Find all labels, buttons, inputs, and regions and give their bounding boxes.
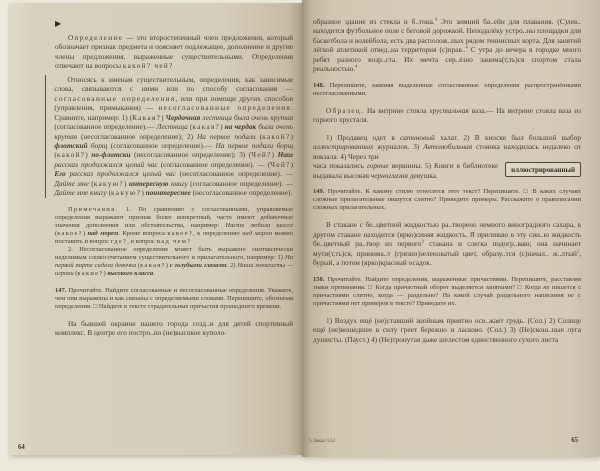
text-run: лестница была очень крутая: [200, 112, 293, 122]
sample-paragraph: [313, 106, 581, 125]
text-run: Настя любила шоссе: [225, 221, 293, 229]
text-run: , бурый, а потом (ярко)красный осадок.: [313, 248, 581, 268]
text-run: черноглазая: [370, 170, 408, 180]
text-run: (согласованное определение). — (: [157, 159, 271, 169]
text-run: , к определению: [193, 229, 243, 237]
text-run: . Сравните, например: 1) (: [54, 103, 293, 122]
text-run: 1: [576, 248, 580, 254]
text-run: 3: [421, 238, 424, 244]
text-run: . Кроме вопроса: [118, 229, 168, 237]
text-run: (: [106, 188, 112, 198]
text-run: На первой парте сидела девочка: [55, 254, 293, 270]
text-run: В стакане с бе..цветной жидкостью ра..творено немного виноградного сахара, в другом стакане находится (ярко)синяя жидкость. Я приливаю в эту син..ю жидкость бе..цветный ра..твор из первого: [313, 220, 581, 249]
text-run: 4: [434, 16, 437, 22]
text-run: иллюстрированных: [313, 142, 374, 152]
text-run: высокого класса: [107, 270, 154, 278]
text-run: халат. 2) В киоске был большой выбор: [434, 132, 581, 142]
text-run: какую?: [93, 178, 124, 188]
text-run: (: [73, 270, 78, 278]
text-run: На первое подали борщ: [215, 140, 293, 150]
right-text-block: [313, 17, 581, 344]
text-run: , и вопрос: [127, 238, 157, 246]
text-run: 1. По сравнению с согласованными, управляемые определения выражают признак более конкретный, часто имеют добавочные значения дополнения или обстоятельства, например:: [55, 205, 293, 229]
text-run: согласованные определения: [54, 93, 176, 103]
text-run: какие?: [77, 270, 104, 278]
exercise-150-intro: [313, 276, 581, 308]
text-run: по-флотски: [91, 150, 131, 160]
text-run: — это второстепенный член предложения, который обозначает признак предмета и поясняет подлежащее, дополнение и другие члены предложения, выраженные существительными. Определения отвечают на вопросы: [55, 33, 293, 71]
text-run: (несогласованное определение).: [190, 188, 293, 198]
text-run: флотский: [54, 140, 88, 150]
text-run: Чей?: [270, 159, 291, 169]
text-run: журналов. 3): [373, 142, 424, 152]
text-run: Дайте мне книгу: [54, 188, 107, 198]
text-run: Найдите в тексте страдательные причастия прошедшего времени.: [97, 302, 282, 310]
text-run: какой? чей?: [122, 61, 174, 71]
text-run: В каких случаях сложные прилагательные пишутся слитно? Приведите примеры. Расскажите о правописании сложных прилагательных.: [313, 188, 581, 212]
text-run: книгу: [168, 178, 188, 188]
text-run: (несогласованное определение); 3) (: [130, 150, 252, 160]
text-run: На бывшей окраине нашего города созд..н для детей спортивный комплекс. В центре его постро..но (не)высокое куполо-: [55, 318, 293, 338]
items-148-part1: [313, 133, 581, 161]
exercise-149-intro: [313, 188, 581, 212]
text-run: (: [54, 150, 57, 160]
boxed-word: иллюстрированный: [505, 162, 581, 177]
text-run: несогласованные определения: [158, 103, 292, 113]
text-run: ): [103, 270, 108, 278]
text-run: Примечания.: [68, 205, 119, 213]
text-run: (согласованное определение).—: [54, 122, 157, 132]
experiment-paragraph: [313, 220, 581, 267]
text-run: рассказ продолжался целый час: [65, 169, 176, 179]
notes-paragraph-1: [55, 206, 293, 246]
text-run: ): [290, 131, 293, 141]
text-run: Наши хоккеисты — игроки: [55, 262, 293, 278]
text-run: девушка.: [407, 170, 438, 180]
text-run: где?: [110, 238, 128, 246]
text-run: ): [271, 150, 278, 160]
text-run: хрустальная: [429, 105, 469, 115]
text-run: . 2): [226, 262, 238, 270]
text-run: Прочитайте. Найдите определения, выраженные причастиями. Перепишите, расставляя знаки препинания.: [313, 275, 581, 291]
text-run: На первое подали: [197, 131, 256, 141]
text-run: (несогласованное определение); 2): [77, 131, 197, 141]
continuation-paragraph: [313, 17, 581, 74]
text-run: □: [93, 302, 98, 310]
text-run: Прочитайте. К какому стилю относится этот текст? Перепишите.: [324, 188, 524, 196]
text-run: ): [124, 178, 129, 188]
text-run: Относясь к именам существительным, определения, как зависимые слова, связываются с ними или по способу согласования —: [54, 74, 293, 94]
right-page-number: 65: [571, 437, 578, 444]
text-run: На витрине стояла: [364, 105, 430, 115]
text-run: какая?: [140, 262, 166, 270]
text-run: 4: [465, 44, 468, 50]
text-run: □: [517, 283, 523, 291]
text-run: 1) Воздух ещё (не)ставший знойным приятно осв..жает грудь. (Сол.) 2) Солнце ещё (не)вошедшее в силу греет бережно и ласково. (Сол.) 3) (Не)скош..ные луга душисты. (Пауст.) 4) (Не)тронутая даже шелестом единственного сухого листа: [313, 316, 581, 344]
text-run: рассказ продолжался целый час: [54, 159, 158, 169]
text-run: ): [82, 229, 88, 237]
text-run: какое?: [57, 229, 83, 237]
text-run: ): [220, 122, 225, 132]
agreed-definitions-paragraph: [45, 75, 293, 198]
text-run: Наш: [277, 150, 293, 160]
text-run: Какая?: [132, 112, 162, 122]
text-run: □: [523, 188, 529, 196]
exercise-148-intro: [313, 82, 581, 98]
text-run: над морем: [242, 229, 273, 237]
text-run: Прочитайте. Найдите согласованные и несогласованные определения. Укажите, чем они выражены и как связаны с определяемыми словами. Перепишите, обозначая определения.: [55, 286, 293, 310]
text-run: 2. Несогласованное определение может быть выражено синтаксически неделимым словосочетанием существительного и прилагательного, например: 1): [55, 246, 293, 262]
text-run: (: [255, 131, 263, 141]
section-triangle-icon: ▶: [55, 19, 62, 28]
exercise-147-intro: [55, 287, 293, 311]
text-run: 149.: [313, 188, 325, 196]
text-run: , или при помощи других способов (управления, примыкания) —: [54, 93, 293, 113]
text-run: 4: [355, 63, 358, 69]
text-run: над чем?: [156, 238, 192, 246]
text-run: Когда: [522, 283, 544, 291]
text-run: 1) Продавец одет в: [326, 132, 401, 142]
text-run: какую?: [111, 188, 142, 198]
text-run: над морем: [87, 229, 119, 237]
text-run: ): [141, 188, 146, 198]
text-run: Чей?: [251, 150, 272, 160]
text-run: (несогласованное определение). —: [175, 169, 294, 179]
text-run: стоянка находилась недалеко от вокзала. 4) Через три: [313, 142, 581, 161]
text-run: можно поставить и вопрос: [55, 229, 293, 246]
text-run: (: [187, 122, 193, 132]
exercise-147-text: [55, 319, 293, 338]
left-page: [10, 3, 302, 455]
text-run: (: [55, 229, 58, 237]
text-run: (согласованное определение).—: [107, 140, 216, 150]
text-run: Автомобильная: [423, 142, 473, 152]
text-run: сатиновый: [400, 132, 435, 142]
text-run: интересную: [128, 178, 169, 188]
text-run: не: [567, 291, 574, 299]
text-run: на чердак: [224, 122, 257, 132]
text-run: не: [543, 283, 550, 291]
text-run: ): [165, 262, 170, 270]
text-run: с причастиями нет примеров в тексте? Приведите их.: [313, 291, 581, 307]
text-run: с голубыми глазами: [169, 262, 227, 270]
text-run: Когда причастный оборот выделяется запятыми?: [373, 283, 518, 291]
text-run: какая?: [192, 122, 221, 132]
text-run: образное здание из стекла и б..тона.: [313, 17, 435, 26]
text-run: 148.: [313, 81, 325, 89]
text-run: Чердачная: [165, 112, 201, 122]
text-run: вершины. 5) Книги в библиотеке выдавала высокая: [313, 161, 499, 180]
text-run: □: [368, 283, 373, 291]
text-run: была очень крутая: [54, 122, 293, 141]
text-run: Лестница: [156, 122, 188, 132]
text-run: какое?: [167, 229, 194, 237]
left-page-number: 64: [18, 444, 25, 451]
text-run: .: [153, 270, 155, 278]
text-run: 150.: [313, 275, 325, 283]
text-run: Перепишите, заменяя выделенные согласованные определения распространёнными несогласованными.: [313, 81, 581, 97]
text-run: поинтереснее: [145, 188, 191, 198]
text-run: стакана и слегка подогр..ваю; она начинает мути(т,ть)ся, принима..т (грязно)зеленоватый цвет, образу..тся (с)начал.. ж..лтый: [313, 239, 581, 258]
items-148-line2-wrap: [313, 161, 581, 180]
text-run: часа показались: [313, 161, 367, 171]
text-run: Это зимний ба..ейн для плавания. (С)лев.. находится футбольное поле с беговой дорожкой. Неподалёку устро..ны площадки для баскетбола и волейбола, есть два располож..ных рядом теннисных корта. Для занятий лёгкой атлетикой отвед..на территория (с)прав..: [313, 17, 581, 55]
text-run: (согласованное определение). —: [187, 178, 293, 188]
text-run: пишется с причастиями слитно, когда — раздельно? На какой случай раздельного написания: [313, 283, 581, 299]
text-run: 147.: [55, 286, 67, 294]
left-text-block: [55, 19, 293, 338]
text-run: Определение: [68, 33, 124, 42]
text-run: ): [290, 159, 293, 169]
text-run: ): [85, 150, 92, 160]
text-run: ваза.— На витрине стояла ваза из горного хрусталя.: [313, 105, 581, 125]
definition-paragraph: [55, 33, 293, 71]
text-run: Дайте мне: [54, 178, 89, 188]
text-run: (: [136, 262, 141, 270]
text-run: С утра до вечера в городке много ребят разного возр..ста. Их мечта сер..ёзно занима(т,ть)ся спортом стала реальностью.: [313, 45, 581, 74]
text-run: (: [88, 178, 94, 188]
items-150: [313, 316, 581, 344]
text-run: какой?: [56, 150, 86, 160]
text-run: ): [161, 112, 166, 122]
print-signature: 5 Заказ 512: [309, 438, 336, 444]
text-run: борщ: [87, 140, 108, 150]
right-page: [302, 0, 600, 457]
text-run: Образец.: [326, 105, 365, 115]
text-run: какой?: [262, 131, 291, 141]
text-run: горные: [366, 161, 389, 171]
text-run: Его: [54, 169, 66, 179]
notes-paragraph-2: [55, 246, 293, 278]
